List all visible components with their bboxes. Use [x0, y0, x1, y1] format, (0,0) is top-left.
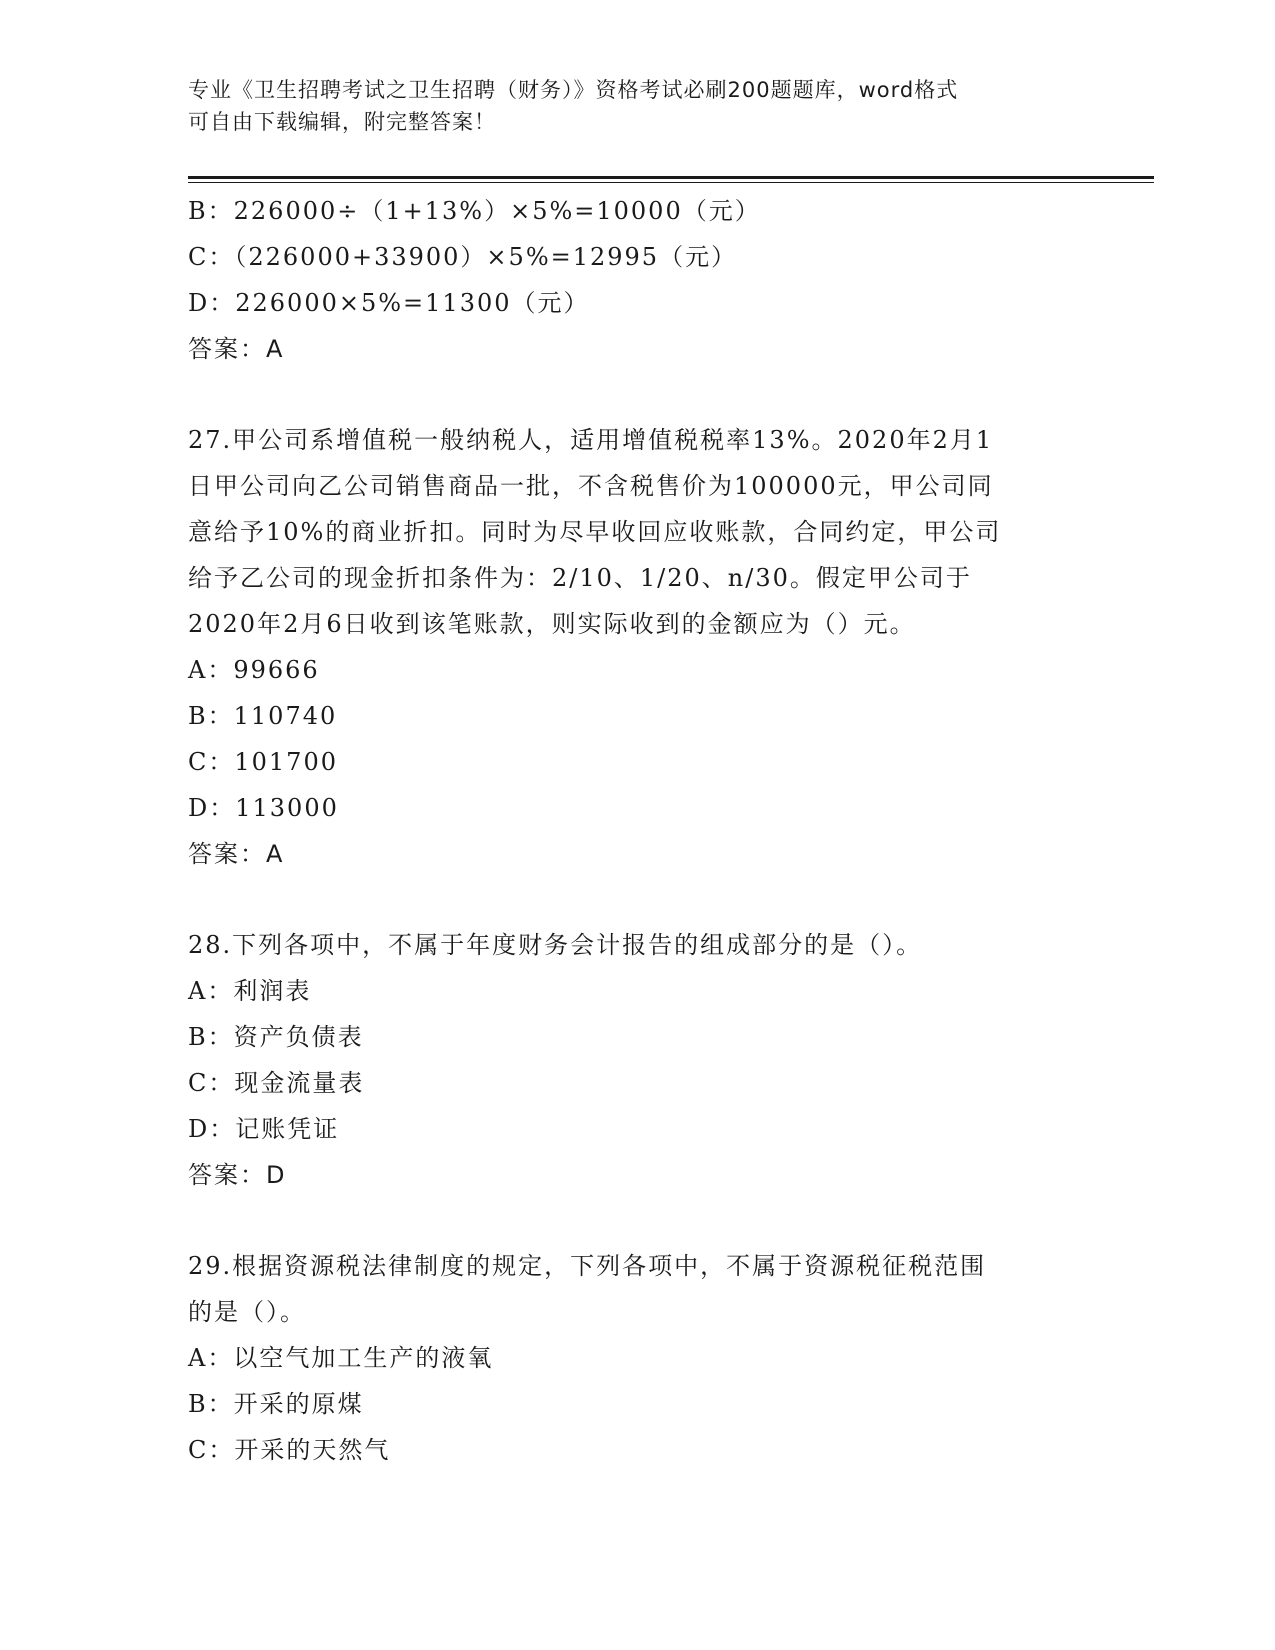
option-b: B：110740 — [188, 702, 338, 730]
answer: 答案：A — [188, 335, 285, 363]
header-divider-thin — [188, 182, 1154, 183]
answer: 答案：D — [188, 1161, 287, 1189]
option-d: D：记账凭证 — [188, 1115, 340, 1143]
question-28 — [188, 922, 1088, 1198]
question-26-continued — [188, 188, 1088, 372]
option-a: A：99666 — [188, 656, 320, 684]
header-title-line-1: 专业《卫生招聘考试之卫生招聘（财务）》资格考试必刷200题题库，word格式 — [188, 78, 959, 102]
option-b: B：资产负债表 — [188, 1023, 364, 1051]
question-text-line: 28.下列各项中，不属于年度财务会计报告的组成部分的是（）。 — [188, 931, 923, 959]
question-29 — [188, 1243, 1088, 1473]
option-d: D：113000 — [188, 794, 339, 822]
option-b: B：开采的原煤 — [188, 1390, 364, 1418]
answer: 答案：A — [188, 840, 285, 868]
document-body — [188, 188, 1088, 1473]
option-a: A：以空气加工生产的液氧 — [188, 1344, 494, 1372]
question-text-line: 日甲公司向乙公司销售商品一批，不含税售价为100000元，甲公司同 — [188, 472, 994, 500]
option-d: D：226000×5%=11300（元） — [188, 289, 590, 317]
question-text-line: 的是（）。 — [188, 1298, 306, 1326]
option-b: B：226000÷（1+13%）×5%=10000（元） — [188, 197, 761, 225]
question-text-line: 意给予10%的商业折扣。同时为尽早收回应收账款，合同约定，甲公司 — [188, 518, 1002, 546]
option-c: C：（226000+33900）×5%=12995（元） — [188, 243, 738, 271]
option-c: C：现金流量表 — [188, 1069, 365, 1097]
question-text-line: 给予乙公司的现金折扣条件为：2/10、1/20、n/30。假定甲公司于 — [188, 564, 972, 592]
option-c: C：101700 — [188, 748, 338, 776]
header-divider-thick — [188, 176, 1154, 179]
document-header — [188, 74, 1068, 138]
question-text-line: 27.甲公司系增值税一般纳税人，适用增值税税率13%。2020年2月1 — [188, 426, 994, 454]
question-text-line: 2020年2月6日收到该笔账款，则实际收到的金额应为（）元。 — [188, 610, 916, 638]
option-a: A：利润表 — [188, 977, 312, 1005]
question-27 — [188, 417, 1088, 877]
option-c: C：开采的天然气 — [188, 1436, 391, 1464]
header-title-line-2: 可自由下载编辑，附完整答案！ — [188, 110, 496, 134]
question-text-line: 29.根据资源税法律制度的规定，下列各项中，不属于资源税征税范围 — [188, 1252, 987, 1280]
